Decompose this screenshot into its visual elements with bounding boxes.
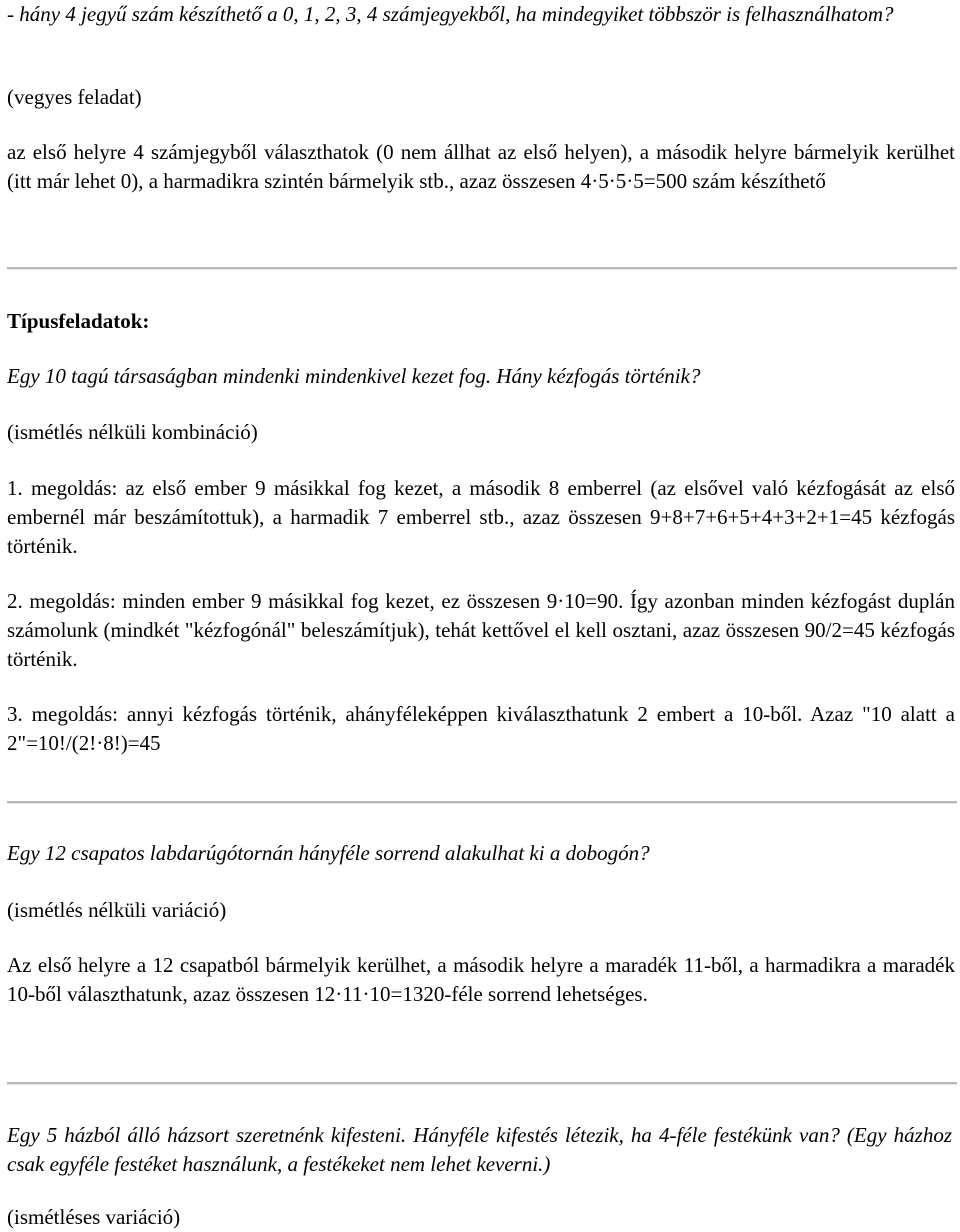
intro-explanation: az első helyre 4 számjegyből választhatok (0 nem állhat az első helyen), a második helyre bármelyik kerülhet (itt már lehet 0), a harmadikra szintén bármelyik stb., azaz összesen 4·5·5·5=500 szám készíthető — [7, 140, 955, 193]
task1-solution-2: 2. megoldás: minden ember 9 másikkal fog kezet, ez összesen 9·10=90. Így azonban minden kézfogást duplán számolunk (mindkét "kézfogónál" beleszámítjuk), tehát kettővel el kell osztani, azaz összesen 90/2=45 kézfogás történik. — [7, 589, 955, 671]
intro-question: - hány 4 jegyű szám készíthető a 0, 1, 2, 3, 4 számjegyekből, ha mindegyiket többször is felhasználhatom? — [7, 2, 894, 26]
divider-3 — [7, 1082, 957, 1085]
task3-question: Egy 5 házból álló házsort szeretnénk kifesteni. Hányféle kifestés létezik, ha 4-féle festékünk van? (Egy házhoz csak egyféle festéket használunk, a festékeket nem lehet keverni.) — [7, 1123, 952, 1176]
task1-solution-3: 3. megoldás: annyi kézfogás történik, ahányféleképpen kiválaszthatunk 2 embert a 10-ből. Azaz "10 alatt a 2"=10!/(2!·8!)=45 — [7, 702, 955, 755]
task2-type-label: (ismétlés nélküli variáció) — [7, 898, 227, 922]
divider-1 — [7, 267, 957, 270]
task1-question: Egy 10 tagú társaságban mindenki mindenkivel kezet fog. Hány kézfogás történik? — [7, 364, 701, 388]
task2-question: Egy 12 csapatos labdarúgótornán hányféle sorrend alakulhat ki a dobogón? — [7, 841, 650, 865]
task3-type-label: (ismétléses variáció) — [7, 1205, 181, 1229]
divider-2 — [7, 801, 957, 804]
task1-type-label: (ismétlés nélküli kombináció) — [7, 420, 258, 444]
task2-solution: Az első helyre a 12 csapatból bármelyik kerülhet, a második helyre a maradék 11-ből, a harmadikra a maradék 10-ből választhatunk, azaz összesen 12·11·10=1320-féle sorrend lehetséges. — [7, 953, 955, 1006]
section-title: Típusfeladatok: — [7, 309, 150, 333]
intro-type-label: (vegyes feladat) — [7, 85, 142, 109]
task1-solution-1: 1. megoldás: az első ember 9 másikkal fog kezet, a második 8 emberrel (az elsővel való kézfogását az első embernél már beszámítottuk), a harmadik 7 emberrel stb., azaz összesen 9+8+7+6+5+4+3+2+1=45 kézfogás történik. — [7, 476, 955, 558]
